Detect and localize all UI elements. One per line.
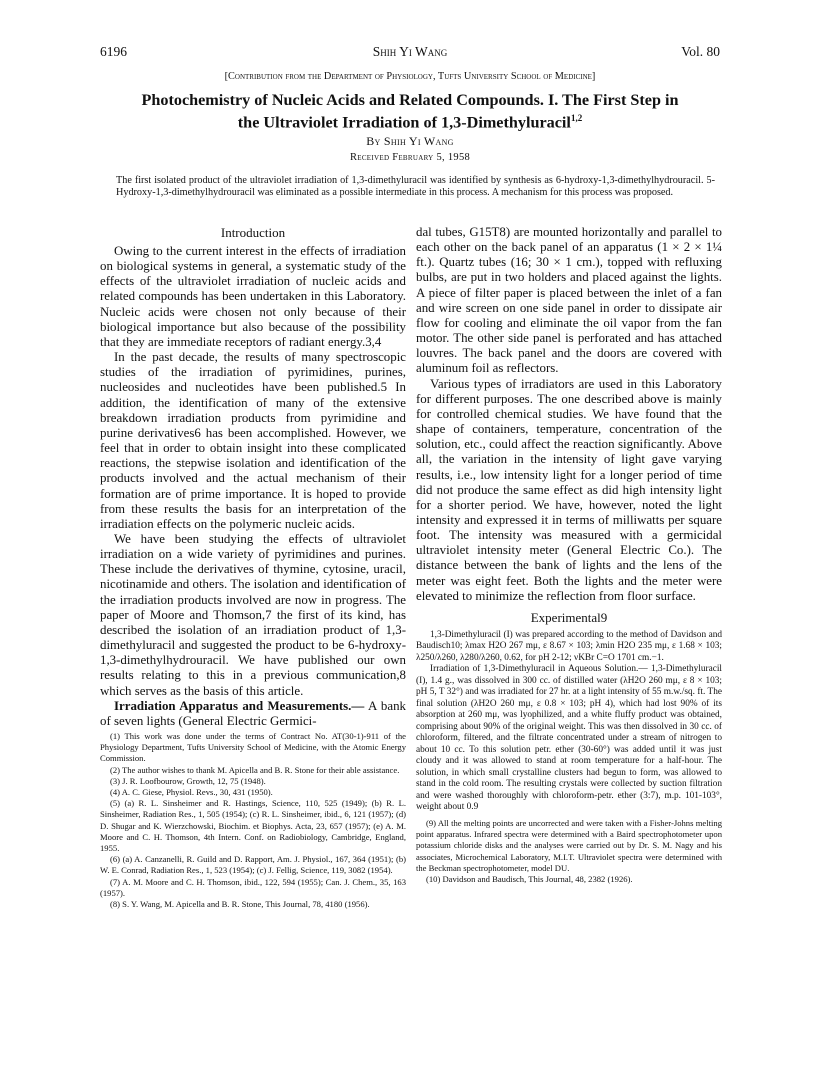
experimental-paragraph-1: 1,3-Dimethyluracil (I) was prepared according to the method of Davidson and Baudisch10; λmax H2O 267 mμ, ε 8.67 × 103; λmin H2O 235 mμ, ε 1.68 × 103; λ250/λ260, λ280/λ260, 0.62, for pH 2-12; νKBr C=O 1701 cm.−1. [416, 629, 722, 663]
abstract: The first isolated product of the ultraviolet irradiation of 1,3-dimethyluracil was identified by synthesis as 6-hydroxy-1,3-dimethylhydrouracil. 5-Hydroxy-1,3-dimethylhydrouracil was eliminated as a possible intermediate in this process. A mechanism for this process was proposed. [116, 175, 715, 198]
title-line-2 [0, 109, 820, 131]
intro-paragraph-1: Owing to the current interest in the effects of irradiation on biological systems in general, a systematic study of the effects of the ultraviolet irradiation of nucleic acids and related compounds has been undertaken in this Laboratory. Nucleic acids were chosen not only because of their biological importance but also because of the possibility that they are immediate receptors of radiant energy.3,4 [100, 244, 406, 349]
running-author: Shih Yi Wang [372, 44, 448, 59]
page-number: 6196 [100, 44, 127, 59]
apparatus-continued: dal tubes, G15T8) are mounted horizontally and parallel to each other on the back panel of an apparatus (1 × 2 × 1¼ ft.). Quartz tubes (16; 30 × 1 cm.), topped with refluxing bulbs, are put in two holders and placed against the lights. A piece of filter paper is placed between the inlet of a fan and wire screen on one side panel in order to dissipate air flow for cooling and eliminate the oil vapor from the fan motor. The other side panel is perforated and has attached louvres. The back panel and the doors are covered with aluminum foil as reflectors. [416, 225, 722, 376]
irradiators-paragraph: Various types of irradiators are used in this Laboratory for different purposes. The one described above is mainly for controlled chemical studies. We have found that the shape of containers, temperature, concentration of the solution, etc., could affect the reaction significantly. Above all, the variation in the intensity of light gave varying results, i.e., low intensity light for a longer period of time did not produce the same effect as did high intensity light for a shorter period. We have, however, noted the light intensity and expressed it in terms of milliwatts per square foot. The intensity was measured with a germicidal ultraviolet intensity meter (General Electric Co.). The distance between the bank of lights and the lens of the meter was eight feet. Both the lights and the meter were elevated to minimize the reflection from floor surface. [416, 376, 722, 603]
left-column [100, 225, 406, 910]
footnote-5: (5) (a) R. L. Sinsheimer and R. Hastings, Science, 110, 525 (1949); (b) R. L. Sinsheimer, Radiation Res., 1, 505 (1954); (c) R. L. Sinsheimer, ibid., 6, 121 (1957); (d) D. Shugar and K. Wierzchowski, Biochim. et Biophys. Acta, 23, 657 (1957); (e) A. M. Moore and C. H. Thomson, 4th Intern. Conf. on Radiobiology, Cambridge, England, 1955. [100, 798, 406, 854]
received-date: Received February 5, 1958 [349, 152, 471, 163]
intro-paragraph-2: In the past decade, the results of many spectroscopic studies of the irradiation of pyrimidines, purines, nucleosides and nucleotides have been published.5 In addition, the identification of many of the extensive breakdown irradiation products from pyrimidine and purine derivatives6 has been accomplished. However, we feel that in order to obtain insight into these complicated reactions, the stepwise isolation and identification of the products involved and the actual mechanism of their formation are of prime importance. It is hoped to provide from these results the basis for an interpretation of the irradiation effects on the polymeric nucleic acids. [100, 350, 406, 531]
footnote-7: (7) A. M. Moore and C. H. Thomson, ibid., 122, 594 (1955); Can. J. Chem., 35, 163 (1957). [100, 876, 406, 898]
footnote-1: (1) This work was done under the terms of Contract No. AT(30-1)-911 of the Physiology Department, Tufts University School of Medicine, with the Atomic Energy Commission. [100, 731, 406, 764]
title-line-1: Photochemistry of Nucleic Acids and Related Compounds. I. The First Step in [141, 91, 679, 109]
apparatus-heading: Irradiation Apparatus and Measurements.— [114, 698, 365, 713]
footnote-10: (10) Davidson and Baudisch, This Journal, 48, 2382 (1926). [426, 873, 633, 884]
apparatus-text: A bank of seven lights (General Electric Germici- [100, 698, 406, 728]
footnote-8: (8) S. Y. Wang, M. Apicella and B. R. Stone, This Journal, 78, 4180 (1956). [110, 899, 370, 910]
footnote-2: (2) The author wishes to thank M. Apicella and B. R. Stone for their able assistance. [110, 764, 400, 775]
experimental-heading: Experimental9 [530, 609, 608, 625]
footnote-9: (9) All the melting points are uncorrected and were taken with a Fisher-Johns melting point apparatus. Infrared spectra were determined with a Baird spectrophotometer upon potassium chloride disks and the analyses were carried out by Dr. S. M. Nagy and his associates, Microchemical Laboratory, M.I.T. Ultraviolet spectra were determined with the Beckman spectrophotometer, model DU. [416, 817, 722, 873]
left-footnotes [100, 731, 406, 910]
title-line-2-text: the Ultraviolet Irradiation of 1,3-Dimethyluracil [237, 113, 571, 132]
right-column [416, 225, 722, 885]
right-footnotes [416, 818, 722, 885]
byline: By Shih Yi Wang [366, 134, 454, 148]
experimental-paragraph-2: Irradiation of 1,3-Dimethyluracil in Aqueous Solution.— 1,3-Dimethyluracil (I), 1.4 g., was dissolved in 300 cc. of distilled water (λH2O 260 mμ, ε 8 × 103; pH 5, T 32°) and was irradiated for 27 hr. at a light intensity of 55 m.w./sq. ft. The final solution (λH2O 260 mμ, ε 0.8 × 103; pH 4), which had lost 90% of its absorption at 260 mμ, was lyophilized, and a white fluffy product was obtained, comprising about 90% of the original weight. This was then dissolved in 30 cc. of chloroform, filtered, and the filtrate concentrated under a stream of nitrogen to about 10 cc. To this solution petr. ether (30-60°) was added until it was just cloudy and it was allowed to stand at room temperature for a half-hour. The solution, in which small crystalline clusters had begun to form, was allowed to stand in the cold room. The resulting crystals were collected by suction filtration and were washed thoroughly with chloroform-petr. ether (3:7), m.p. 101-103°, weight about 0.9 [416, 664, 722, 813]
introduction-heading: Introduction [220, 225, 286, 240]
footnote-4: (4) A. C. Giese, Physiol. Revs., 30, 431 (1950). [110, 787, 273, 798]
contribution-line: [Contribution from the Department of Physiology, Tufts University School of Medicine] [224, 71, 596, 82]
footnote-3: (3) J. R. Loofbourow, Growth, 12, 75 (1948). [110, 775, 266, 786]
title-superscript: 1,2 [570, 113, 583, 123]
apparatus-paragraph [100, 699, 406, 729]
article-title [0, 91, 820, 131]
intro-paragraph-3: We have been studying the effects of ultraviolet irradiation on a wide variety of pyrimidines and purines. These include the derivatives of thymine, cytosine, uracil, nicotinamide and others. The isolation and identification of the irradiation products involved are now in progress. The paper of Moore and Thomson,7 the first of its kind, has described the isolation of an irradiation product of 1,3-dimethyluracil and suggested the product to be 6-hydroxy-1,3-dimethylhydrouracil. We have published our own results relating to this in a previous communication,8 which serves as the basis of this article. [100, 531, 406, 698]
volume-number: Vol. 80 [681, 44, 720, 59]
footnote-6: (6) (a) A. Canzanelli, R. Guild and D. Rapport, Am. J. Physiol., 167, 364 (1951); (b) W. E. Conrad, Radiation Res., 1, 523 (1954); (c) J. Fellig, Science, 119, 3082 (1954). [100, 854, 406, 876]
